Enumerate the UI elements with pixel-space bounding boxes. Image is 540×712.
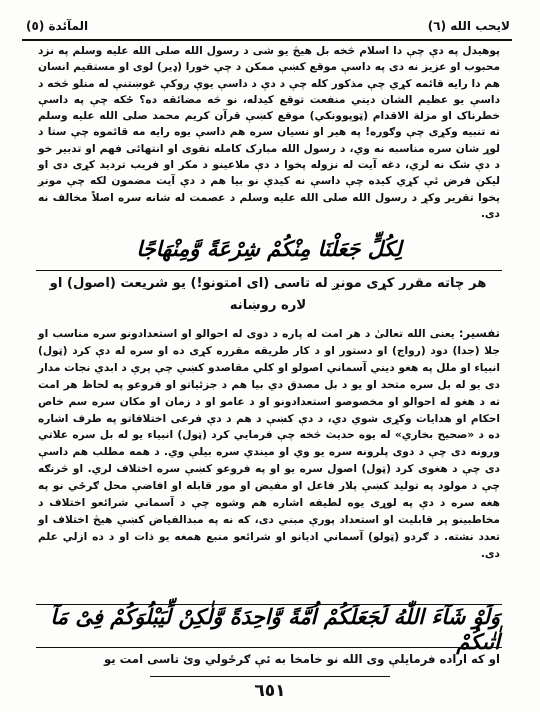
verse-band-second (38, 604, 500, 654)
tafsir-paragraph (38, 325, 500, 563)
footer-rule (150, 676, 390, 677)
intro-paragraph: پوهيدل په دې چې دا اسلام څخه بل هيڅ يو شى د رسول الله صلى الله عليه وسلم په نزد محبوب او عزيز نه دى په داسې موقع کښې ممکن د چې خورا (ډير) لوى او مستقيم انسان هم دا رايه قائمه کړي چې مذکور کله چې د دې د داسې يوې ږوکې غوښتنې له منلو څخه د داسې يو عظيم الشان ديني منفعت توقع کيدله، نو څه مضائقه ده؟ ځکه چې په داسې خطرناک او مزلة الاقدام (ټوپوونکي) موقع کښې قرآن کريم محمد صلى الله عليه وسلم ته تنبيه وکړى چې وګوره! په هير او نسيان سره هم داسې يوه رايه مه قائموه چې ستا د لوړ شان سره مناسبه نه وي، د رسول الله مبارک کامله تقوى او انتهائى فهم او تدبير خو د دې شک نه لري، دغه آيت له نزوله پخوا د دې ملاعينو د مکر او فريب ترديد کړى دى او ليکن فرض ئې کړي کيده چې داسې نه کيدې نو بيا هم د دې آيت مضمون لکه چې مونږ پخوا تقرير وکړ د رسول الله صلى الله عليه وسلم د عصمت له شانه سره اصلاً مخالف نه دى. (38, 45, 500, 220)
tafsir-body: يعنى الله تعالىٰ د هر امت له پاره د دوى له احوالو او استعدادونو سره مناسب او جلا (جدا) دود (رواج) او دستور او د کار طريقه مقرره کړى ده او سره له دې کرد (ټول) انبياء او ملل په هغو ديني آسماني اصولو او کلي مقاصدو کښې چې پرې د ابدي نجات مدار دى يو له بل سره متحد او يو د بل مصدق دي بيا هم د جزئياتو او فروعو په لحاظ هر امت ته د هغو له احوالو او مخصوصو استعدادونو او د عامو او د زمان او مکان سره سم خاص احکام او هدايات وکړى شوي دي، د دې کښې د هم د دې فرعى اختلافاتو په طرف اشاره ده د «صحيح بخاري» له يوه حديث څخه چې فرمايي کرد (ټول) انبياء يو له بل سره علاتي ورونه دى چې د دوى پلرونه سره يو وي او ميندې سره بيلې وي. د همه مطلب هم داسې دى چې د هغوى کرد (ټول) اصول سره يو او په فروعو کښې سره اختلاف لري. او څرنګه چې د مولود په توليد کښې پلار فاعل او مفيض او مور قابله او افاضې محل ګرځي نو په هغه سره د دې په لوړى يوه لطيفه اشاره هم وشوه چې د آسماني شرائعو اختلاف د مخاطبينو پر قابليت او استعداد پورې مبني دى، که نه په مبدالفياض کښې هيڅ اختلاف او تعدد نشته. د ګردو (ټولو) آسماني اديانو او شرائعو منبع همغه يو ذات او د ده ازلي علم دى. (38, 328, 500, 560)
quran-verse-second: وَلَوْ شَآءَ اللّٰهُ لَجَعَلَكُمْ اُمَّةً وَّاحِدَةً وَّلٰكِنْ لِّيَبْلُوَكُمْ فِىْ مَآ اٰتٰىكُمْ (50, 604, 500, 654)
header-rule (22, 39, 512, 41)
running-header (26, 14, 510, 38)
verse-rule-first (36, 270, 502, 271)
header-juz-name: لايحب الله (٦) (427, 19, 510, 33)
verse-band-first (38, 228, 500, 268)
page-number: ٦٥١ (254, 681, 286, 701)
tafsir-label: تفسير: (458, 326, 500, 340)
closing-line: او که اراده فرمايلې وى الله نو خامخا به ئې ګرځولي وئ تاسى امت يو (103, 652, 500, 666)
translation-heading: هر چاته مقرر کړى مونږ له تاسى (اى امتونو!) يو شريعت (اصول) او لاره روښانه (49, 276, 487, 313)
quran-verse-first: لِكُلٍّ جَعَلْنَا مِنْكُمْ شِرْعَةً وَّمِنْهَاجًا (136, 235, 402, 261)
verse-rule-second-bottom (36, 647, 502, 648)
header-surah-name: المآئدة (٥) (26, 19, 89, 33)
